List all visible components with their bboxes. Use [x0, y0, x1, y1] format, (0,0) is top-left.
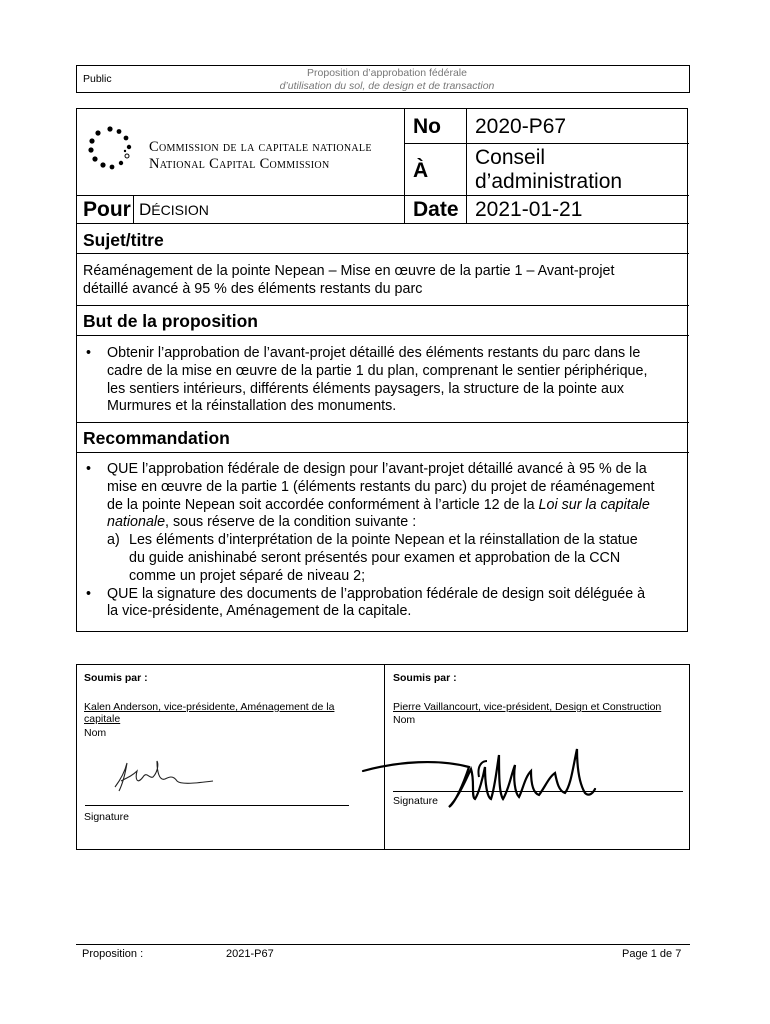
footer-page-number: Page 1 de 7 — [622, 948, 682, 960]
document-header — [76, 65, 690, 93]
footer-rule — [76, 944, 690, 945]
list-item: • QUE la signature des documents de l’approbation fédérale de design soit déléguée à la vice-présidente, Aménagement de la capitale. — [86, 585, 646, 620]
org-name-en: National Capital Commission — [149, 156, 330, 172]
number-value: 2020-P67 — [475, 115, 567, 138]
to-label: À — [413, 159, 429, 182]
handwritten-signature-left — [107, 757, 217, 797]
subject-heading: Sujet/titre — [83, 230, 164, 250]
for-value: DÉCISION — [139, 200, 209, 219]
ncc-logo — [85, 123, 405, 183]
bullet-icon: • — [86, 345, 92, 361]
purpose-heading: But de la proposition — [83, 311, 258, 331]
list-item: • Obtenir l’approbation de l’avant-projet détaillé des éléments restants du parc dans le cadre de la mise en œuvre de la partie 1 du plan, comprenant le sentier périphérique, les sentiers intérieurs, différents éléments paysagers, la structure de la pointe aux Murmures et la réinstallation des monuments. — [86, 345, 648, 415]
footer-proposal-number: 2021-P67 — [226, 948, 274, 960]
bullet-icon: • — [86, 585, 92, 602]
list-item: • QUE l’approbation fédérale de design pour l’avant-projet détaillé avancé à 95 % de la mise en œuvre de la partie 1 (éléments restants du parc) du projet de réaménagement de la pointe Nepean soit accordée conformément à l’article 12 de la Loi sur la capitale nationale, sous réserve de la condition suivante : a) Les éléments d’interprétation de la pointe Nepean et la réinstallation de la statue du guide anishinabé seront présentés pour examen et approbation de la CCN comme un projet séparé de niveau 2; — [83, 461, 683, 586]
subject-text: Réaménagement de la pointe Nepean – Mise en œuvre de la partie 1 – Avant-projet détaillé avancé à 95 % des éléments restants du parc — [83, 263, 615, 297]
submitted-by-heading: Soumis par : — [84, 672, 148, 684]
footer-label: Proposition : — [82, 948, 144, 960]
submitter-name: Kalen Anderson, vice-présidente, Aménagement de la capitale — [84, 701, 335, 725]
classification-label: Public — [83, 73, 112, 85]
proposal-table — [76, 108, 688, 632]
submitter-left — [77, 665, 384, 849]
submitter-name: Pierre Vaillancourt, vice-président, Design et Construction — [393, 701, 662, 713]
name-label: Nom — [84, 727, 107, 739]
ncc-emblem-icon — [85, 123, 135, 173]
submitted-by-table — [76, 664, 690, 850]
condition-item: a) Les éléments d’interprétation de la pointe Nepean et la réinstallation de la statue du guide anishinabé seront présentés pour examen et approbation de la CCN comme un projet séparé de niveau 2; — [107, 532, 638, 584]
recommendation-list — [83, 461, 683, 621]
purpose-list — [83, 345, 683, 416]
org-name-fr: Commission de la capitale nationale — [149, 139, 372, 155]
to-value: Conseil d’administration — [475, 146, 623, 193]
recommendation-heading: Recommandation — [83, 428, 230, 448]
signature-label: Signature — [84, 811, 129, 823]
bullet-icon: • — [86, 461, 92, 477]
date-label: Date — [413, 198, 459, 221]
date-value: 2021-01-21 — [475, 198, 583, 221]
handwritten-signature-right — [359, 737, 599, 823]
for-label: Pour — [83, 198, 131, 221]
name-label: Nom — [393, 714, 416, 726]
document-type-title: Proposition d’approbation fédérale d’utilisation du sol, de design et de transaction — [279, 67, 495, 92]
submitted-by-heading: Soumis par : — [393, 672, 457, 684]
signature-label: Signature — [393, 795, 438, 807]
number-label: No — [413, 115, 441, 138]
